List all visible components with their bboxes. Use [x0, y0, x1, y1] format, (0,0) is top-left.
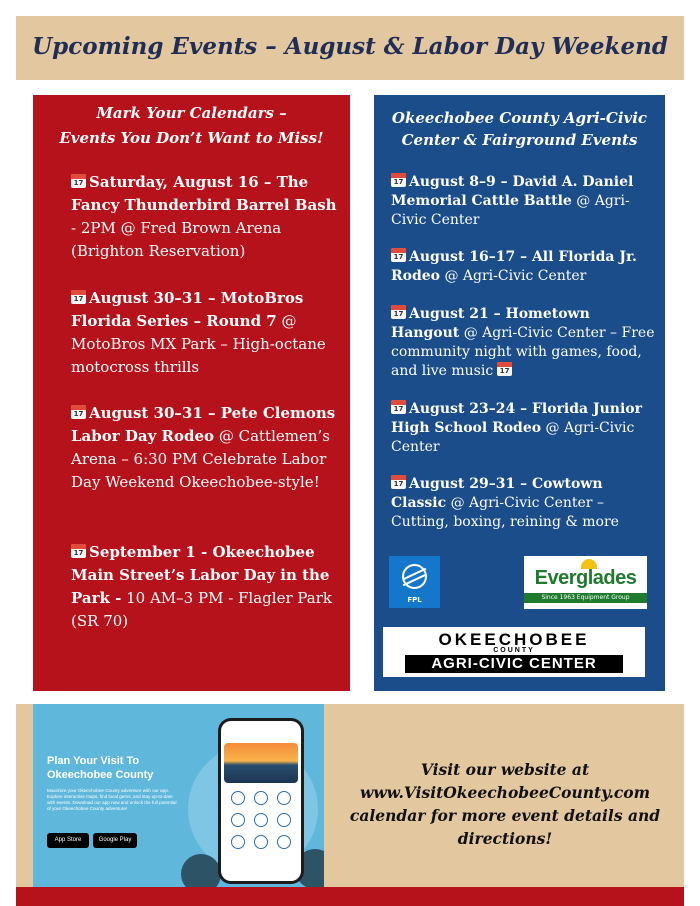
app-icon — [231, 835, 245, 849]
everglades-logo — [524, 556, 647, 609]
featured-events-heading — [33, 101, 350, 151]
event-detail: 10 AM–3 PM - Flagler Park (SR 70) — [71, 589, 333, 630]
calendar-icon — [71, 544, 86, 558]
calendar-icon — [391, 400, 406, 414]
event-title: Saturday, August 16 – The Fancy Thunderbird Barrel Bash — [71, 173, 337, 214]
agri-logo-line2: COUNTY — [493, 647, 535, 654]
event-title: September 1 - Okeechobee Main Street’s Labor Day in the Park - — [71, 543, 330, 607]
palm-tree-icon — [181, 854, 221, 887]
app-icon — [277, 791, 291, 805]
fpl-logo-mark — [402, 564, 427, 589]
header-band — [16, 16, 684, 80]
app-icon — [231, 813, 245, 827]
calendar-icon — [391, 248, 406, 262]
app-promo-title: Plan Your Visit To Okeechobee County — [47, 755, 154, 781]
event-item — [391, 305, 661, 381]
event-item — [391, 173, 661, 230]
event-detail: @ Agri-Civic Center – Cutting, boxing, reining & more — [391, 495, 619, 530]
event-item — [391, 400, 661, 457]
event-title: August 29–31 – Cowtown Classic — [391, 476, 603, 511]
everglades-logo-name: Everglades — [534, 567, 637, 589]
calendar-icon — [391, 173, 406, 187]
app-icon — [231, 791, 245, 805]
event-item — [391, 475, 661, 532]
calendar-icon — [391, 305, 406, 319]
google-play-button[interactable]: Google Play — [93, 833, 137, 848]
featured-events-panel — [33, 95, 350, 691]
sunset-image — [224, 743, 298, 783]
event-title: August 21 – Hometown Hangout — [391, 306, 590, 341]
event-item — [71, 171, 339, 263]
agri-logo-line1: OKEECHOBEE — [438, 630, 590, 649]
app-icon — [254, 791, 268, 805]
event-detail: @ MotoBros MX Park – High-octane motocross thrills — [71, 312, 326, 376]
fpl-logo — [389, 556, 440, 608]
calendar-icon — [391, 475, 406, 489]
event-detail: @ Agri-Civic Center — [391, 420, 635, 455]
agri-civic-heading-line1: Okeechobee County Agri-Civic — [391, 109, 648, 127]
app-icon — [277, 813, 291, 827]
app-icon — [277, 835, 291, 849]
event-item — [71, 287, 339, 379]
agri-civic-heading-line2: Center & Fairground Events — [401, 131, 638, 149]
phone-screen — [221, 721, 301, 881]
event-item — [71, 402, 339, 494]
everglades-logo-tagline: Since 1963 Equipment Group — [524, 593, 647, 603]
website-cta: Visit our website at www.VisitOkeechobeeCounty.com calendar for more event details and directions! — [349, 760, 661, 848]
app-promo-card — [33, 704, 324, 887]
event-item — [71, 541, 339, 633]
agri-civic-events-panel — [374, 95, 665, 691]
event-title: August 16–17 – All Florida Jr. Rodeo — [391, 249, 637, 284]
fpl-logo-text: FPL — [407, 596, 422, 604]
event-title: August 30–31 – Pete Clemons Labor Day Rodeo — [71, 404, 336, 445]
event-title: August 30–31 – MotoBros Florida Series – Round 7 — [71, 289, 304, 330]
app-icon-grid — [231, 791, 291, 849]
agri-logo-line3: AGRI-CIVIC CENTER — [405, 655, 623, 673]
agri-civic-center-logo — [383, 627, 645, 677]
featured-heading-line2: Events You Don’t Want to Miss! — [59, 129, 324, 147]
app-icon — [254, 813, 268, 827]
app-store-button[interactable]: App Store — [47, 833, 89, 848]
event-detail: @ Agri-Civic Center – Free community night with games, food, and live music — [391, 325, 655, 379]
calendar-icon — [497, 362, 512, 376]
event-detail: @ Agri-Civic Center — [440, 268, 587, 284]
bottom-accent-bar — [16, 887, 684, 906]
calendar-icon — [71, 405, 86, 419]
phone-mockup — [218, 718, 304, 884]
app-promo-body: Maximize your Okeechobee County adventure with our app. Explore interactive maps, find local gems, and stay up-to-date with events. Download our app now and unlock the full potential of your Okeechobee County adventure! — [47, 788, 177, 811]
event-title: August 8–9 – David A. Daniel Memorial Cattle Battle — [391, 174, 634, 209]
event-detail: - 2PM @ Fred Brown Arena (Brighton Reservation) — [71, 219, 282, 260]
event-item — [391, 248, 661, 286]
agri-civic-heading — [374, 107, 665, 151]
event-detail: @ Cattlemen’s Arena – 6:30 PM Celebrate Labor Day Weekend Okeechobee-style! — [71, 427, 330, 491]
featured-heading-line1: Mark Your Calendars – — [96, 104, 287, 122]
page-title: Upcoming Events – August & Labor Day Weekend — [32, 33, 668, 60]
app-icon — [254, 835, 268, 849]
calendar-icon — [71, 174, 86, 188]
event-detail: @ Agri-Civic Center — [391, 193, 630, 228]
calendar-icon — [71, 290, 86, 304]
event-title: August 23–24 – Florida Junior High School Rodeo — [391, 401, 642, 436]
